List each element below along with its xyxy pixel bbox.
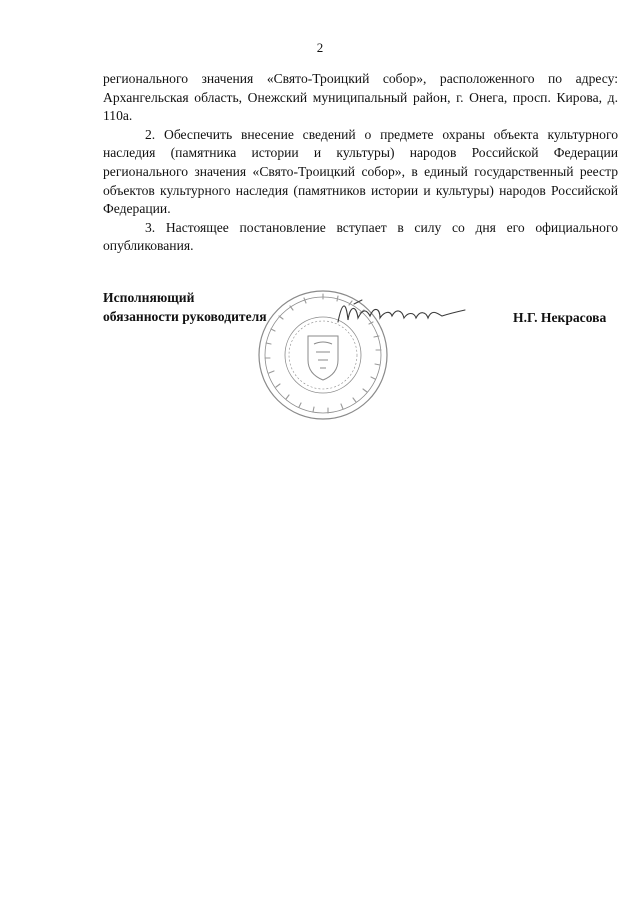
signatory-title-line-1: Исполняющий: [103, 290, 195, 305]
signatory-title-line-2: обязанности руководителя: [103, 309, 267, 324]
signatory-name: Н.Г. Некрасова: [513, 310, 607, 325]
coat-of-arms-icon: [308, 336, 338, 380]
paragraph-1: регионального значения «Свято-Троицкий собор», расположенного по адресу: Архангельская область, Онежский муниципальный район, г. Онега, просп. Кирова, д. 110а.: [103, 71, 618, 124]
document-body: [103, 70, 618, 256]
handwritten-signature: [334, 292, 469, 332]
paragraph-2: 2. Обеспечить внесение сведений о предмете охраны объекта культурного наследия (памятника истории и культуры) народов Российской Федерации регионального значения «Свято-Троицкий собор», в единый государственный реестр объектов культурного наследия (памятников истории и культуры) народов Российской Федерации.: [103, 126, 618, 217]
paragraph-3: 3. Настоящее постановление вступает в силу со дня его официального опубликования.: [103, 219, 618, 254]
page-number: 2: [316, 40, 324, 55]
signatory-title: [103, 288, 267, 326]
